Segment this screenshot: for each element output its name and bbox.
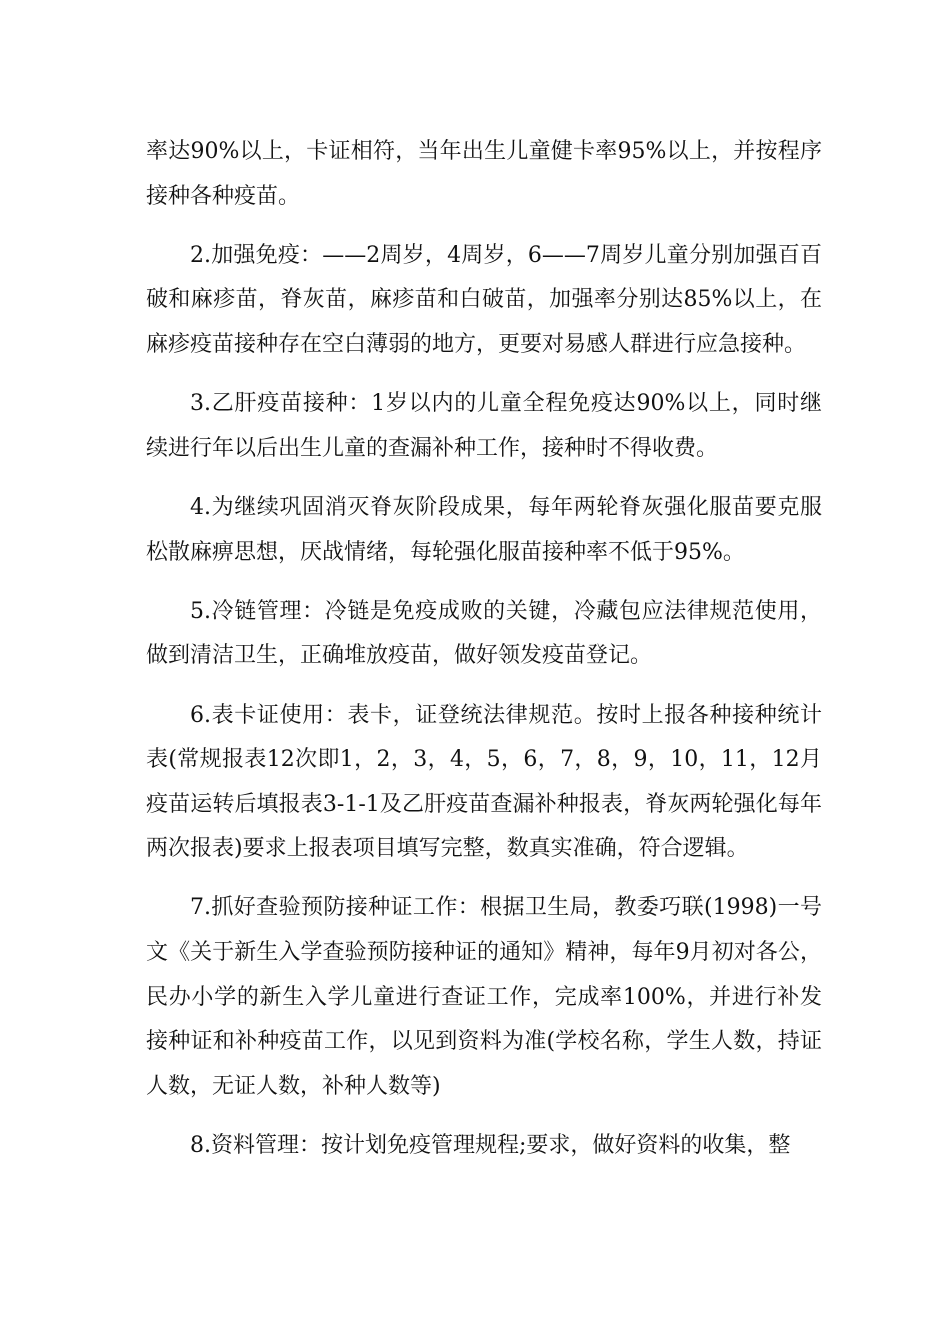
paragraph-6: 6.表卡证使用：表卡，证登统法律规范。按时上报各种接种统计表(常规报表12次即1，2，3，4，5，6，7，8，9，10，11，12月疫苗运转后填报表3-1-1及乙肝疫苗查漏补种报表，脊灰两轮强化每年两次报表)要求上报表项目填写完整，数真实准确，符合逻辑。: [146, 702, 822, 862]
paragraph-2: 2.加强免疫：——2周岁，4周岁，6——7周岁儿童分别加强百百破和麻疹苗，脊灰苗，麻疹苗和白破苗，加强率分别达85%以上，在麻疹疫苗接种存在空白薄弱的地方，更要对易感人群进行应急接种。: [146, 242, 822, 357]
paragraph-4: 4.为继续巩固消灭脊灰阶段成果，每年两轮脊灰强化服苗要克服松散麻痹思想，厌战情绪，每轮强化服苗接种率不低于95%。: [146, 494, 822, 565]
paragraph-3: 3.乙肝疫苗接种：1岁以内的儿童全程免疫达90%以上，同时继续进行年以后出生儿童的查漏补种工作，接种时不得收费。: [146, 391, 822, 461]
document-body: [146, 130, 822, 1183]
paragraph-7: 7.抓好查验预防接种证工作：根据卫生局，教委巧联(1998)一号文《关于新生入学查验预防接种证的通知》精神，每年9月初对各公，民办小学的新生入学儿童进行查证工作，完成率100%，并进行补发接种证和补种疫苗工作，以见到资料为准(学校名称，学生人数，持证人数，无证人数，补种人数等): [146, 895, 822, 1099]
paragraph-5: 5.冷链管理：冷链是免疫成败的关键，冷藏包应法律规范使用，做到清洁卫生，正确堆放疫苗，做好领发疫苗登记。: [146, 598, 822, 669]
paragraph-1: 率达90%以上，卡证相符，当年出生儿童健卡率95%以上，并按程序接种各种疫苗。: [146, 139, 822, 209]
paragraph-8: 8.资料管理：按计划免疫管理规程;要求，做好资料的收集，整: [190, 1133, 791, 1159]
